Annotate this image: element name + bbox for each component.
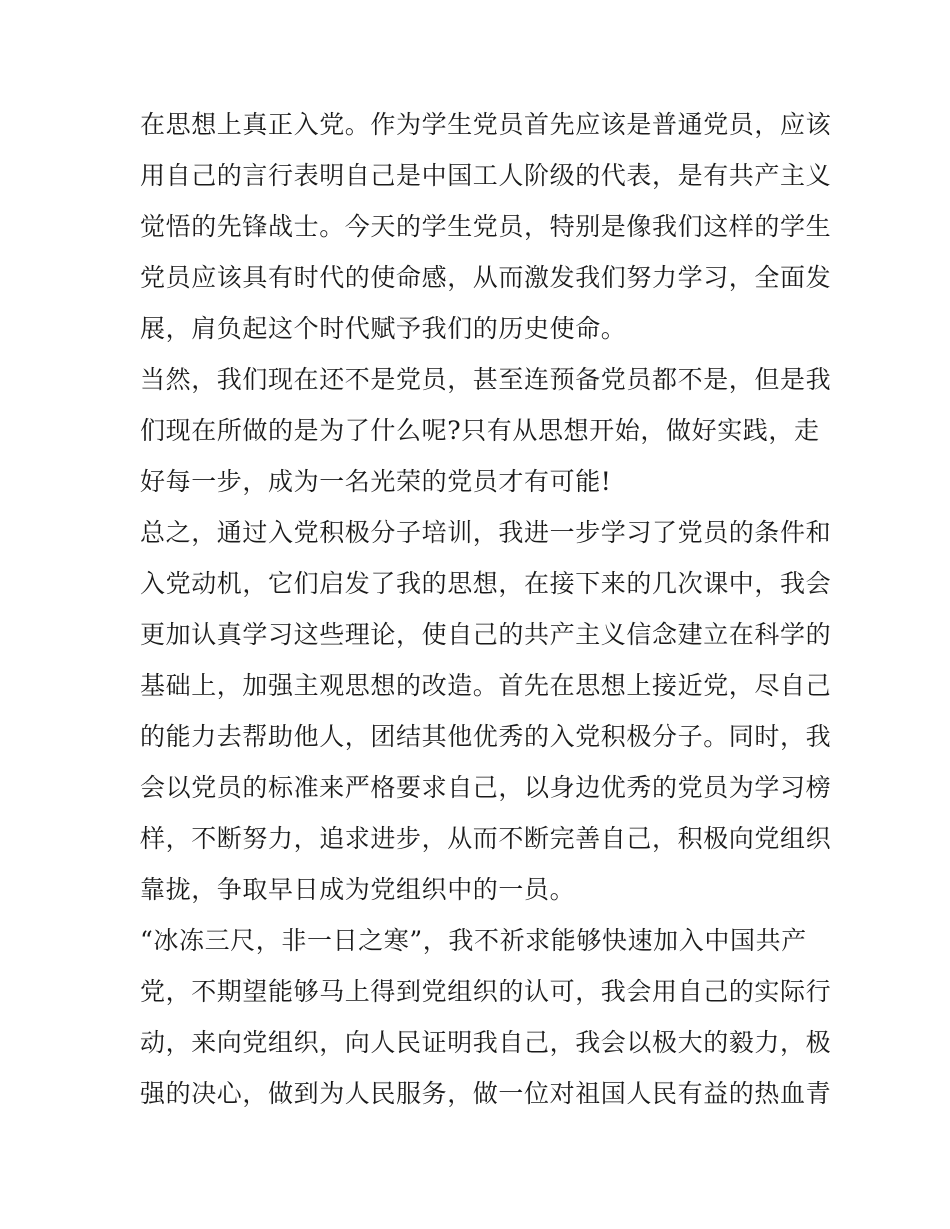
text-line: 在思想上真正入党。作为学生党员首先应该是普通党员，应该 bbox=[140, 110, 832, 139]
text-line: 靠拢，争取早日成为党组织中的一员。 bbox=[140, 875, 576, 904]
text-line: 入党动机，它们启发了我的思想，在接下来的几次课中，我会 bbox=[140, 569, 832, 598]
text-line: 总之，通过入党积极分子培训，我进一步学习了党员的条件和 bbox=[140, 518, 832, 547]
text-line: 当然，我们现在还不是党员，甚至连预备党员都不是，但是我 bbox=[140, 365, 832, 394]
text-line: 好每一步，成为一名光荣的党员才有可能! bbox=[140, 467, 612, 496]
document-body bbox=[140, 99, 832, 1119]
text-line: 强的决心，做到为人民服务，做一位对祖国人民有益的热血青 bbox=[140, 1079, 832, 1108]
text-line: 动，来向党组织，向人民证明我自己，我会以极大的毅力，极 bbox=[140, 1028, 832, 1057]
text-line: 们现在所做的是为了什么呢?只有从思想开始，做好实践，走 bbox=[140, 416, 820, 445]
text-line: “冰冻三尺，非一日之寒”，我不祈求能够快速加入中国共产 bbox=[140, 926, 807, 955]
text-line: 样，不断努力，追求进步，从而不断完善自己，积极向党组织 bbox=[140, 824, 832, 853]
text-line: 用自己的言行表明自己是中国工人阶级的代表，是有共产主义 bbox=[140, 161, 832, 190]
text-line: 党，不期望能够马上得到党组织的认可，我会用自己的实际行 bbox=[140, 977, 832, 1006]
text-line: 基础上，加强主观思想的改造。首先在思想上接近党，尽自己 bbox=[140, 671, 832, 700]
text-line: 更加认真学习这些理论，使自己的共产主义信念建立在科学的 bbox=[140, 620, 832, 649]
text-line: 觉悟的先锋战士。今天的学生党员，特别是像我们这样的学生 bbox=[140, 212, 832, 241]
text-line: 党员应该具有时代的使命感，从而激发我们努力学习，全面发 bbox=[140, 263, 832, 292]
text-line: 会以党员的标准来严格要求自己，以身边优秀的党员为学习榜 bbox=[140, 773, 832, 802]
text-line: 展，肩负起这个时代赋予我们的历史使命。 bbox=[140, 314, 627, 343]
text-line: 的能力去帮助他人，团结其他优秀的入党积极分子。同时，我 bbox=[140, 722, 832, 751]
